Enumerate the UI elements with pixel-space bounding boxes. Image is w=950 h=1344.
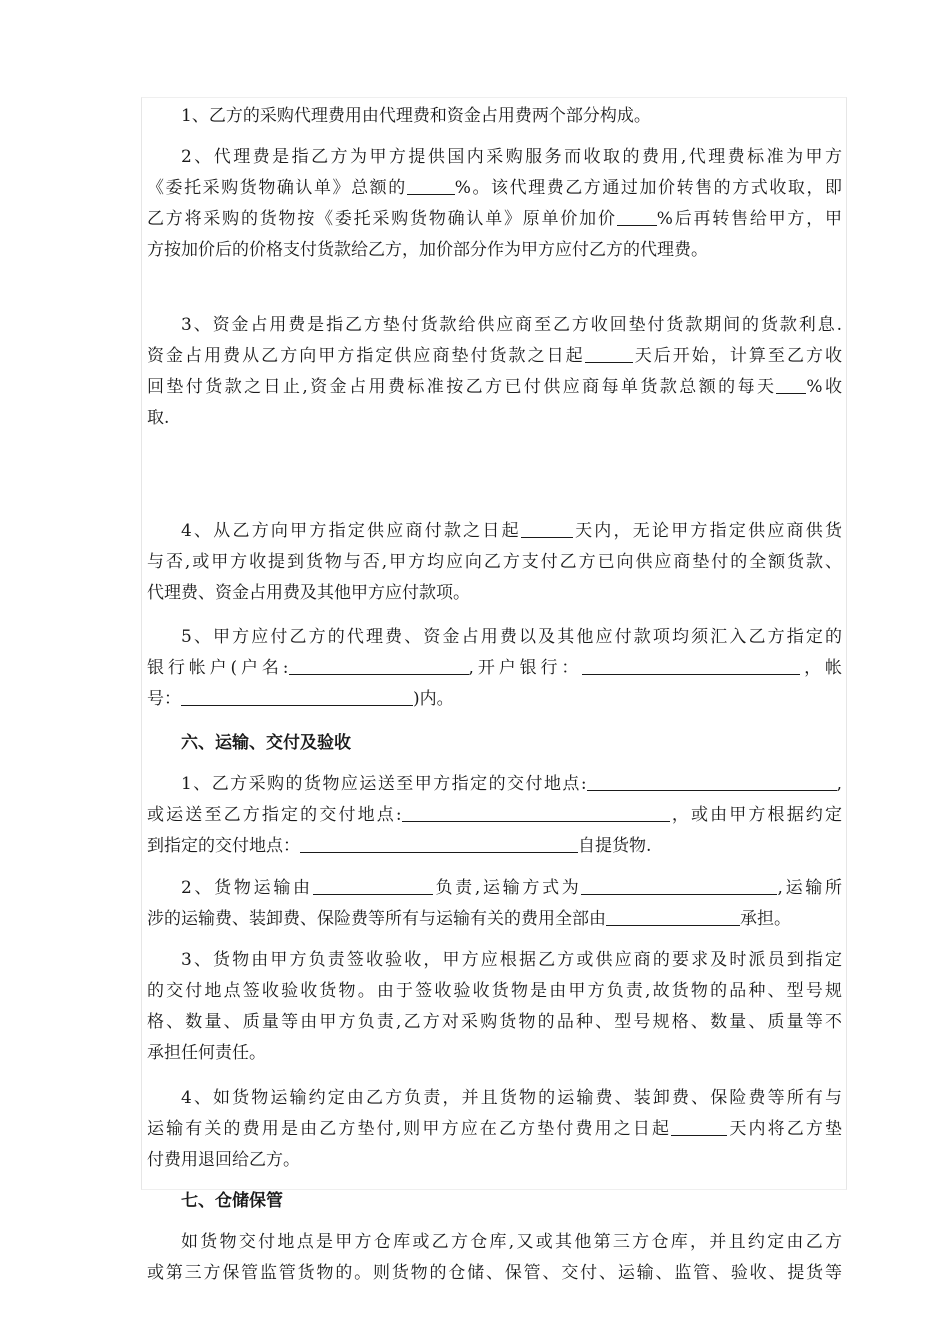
text-line (147, 1038, 842, 1069)
text-line (147, 769, 842, 800)
paragraph (147, 1227, 842, 1289)
text-line (147, 1145, 842, 1176)
text-run: ,运输所 (777, 878, 842, 898)
text-run: 涉的运输费、装卸费、保险费等所有与运输有关的费用全部由 (147, 909, 606, 929)
text-run: 天内将乙方垫 (727, 1119, 842, 1139)
text-run: 或运送至乙方指定的交付地点: (147, 805, 402, 825)
text-line (147, 653, 842, 684)
text-line (147, 310, 842, 341)
text-run: )内。 (413, 689, 454, 709)
text-run: 与否,或甲方收提到货物与否,甲方均应向乙方支付乙方已向供应商垫付的全额货款、 (147, 552, 842, 572)
fill-in-blank[interactable] (313, 876, 433, 895)
text-line (147, 372, 842, 403)
text-line (147, 1186, 842, 1217)
text-line (147, 728, 842, 759)
fill-in-blank[interactable] (581, 876, 777, 895)
fill-in-blank[interactable] (585, 344, 633, 363)
fill-in-blank[interactable] (606, 907, 740, 926)
text-line (147, 904, 842, 935)
text-run: 承担。 (740, 909, 791, 929)
text-line (147, 101, 842, 132)
paragraph (147, 310, 842, 434)
text-line (147, 235, 842, 266)
text-line (147, 873, 842, 904)
text-run: 运输有关的费用是由乙方垫付,则甲方应在乙方垫付费用之日起 (147, 1119, 672, 1139)
text-run: 5、甲方应付乙方的代理费、资金占用费以及其他应付款项均须汇入乙方指定的 (181, 627, 842, 647)
text-line (147, 976, 842, 1007)
text-run: 天后开始，计算至乙方收 (632, 346, 843, 366)
text-run: 承担任何责任。 (147, 1043, 266, 1063)
text-run: 的交付地点签收验收货物。由于签收验收货物是由甲方负责,故货物的品种、型号规 (147, 981, 842, 1001)
text-run: %收 (806, 377, 843, 397)
text-run: 乙方将采购的货物按《委托采购货物确认单》原单价加价 (147, 209, 617, 229)
fill-in-blank[interactable] (671, 1117, 727, 1136)
fill-in-blank[interactable] (402, 803, 670, 822)
fill-in-blank[interactable] (776, 375, 806, 394)
text-run: 格、数量、质量等由甲方负责,乙方对采购货物的品种、型号规格、数量、质量等不 (147, 1012, 842, 1032)
text-run: ,开户银行： (468, 658, 583, 678)
text-line (147, 341, 842, 372)
text-line (147, 800, 842, 831)
text-line (147, 578, 842, 609)
paragraph (147, 622, 842, 715)
fill-in-blank[interactable] (582, 656, 800, 675)
paragraph (147, 1083, 842, 1176)
text-line (147, 547, 842, 578)
text-run: 2、货物运输由 (181, 878, 313, 898)
paragraph (147, 142, 842, 266)
text-run: 六、运输、交付及验收 (181, 733, 351, 753)
text-line (147, 204, 842, 235)
text-run: , (836, 774, 842, 794)
text-run: 回垫付货款之日止,资金占用费标准按乙方已付供应商每单货款总额的每天 (147, 377, 777, 397)
text-run: 1、乙方的采购代理费用由代理费和资金占用费两个部分构成。 (181, 106, 651, 126)
text-run: 资金占用费从乙方向甲方指定供应商垫付货款之日起 (147, 346, 585, 366)
fill-in-blank[interactable] (407, 176, 455, 195)
fill-in-blank[interactable] (617, 207, 657, 226)
paragraph (147, 101, 842, 132)
text-line (147, 1258, 842, 1289)
text-line (147, 142, 842, 173)
text-run: 取. (147, 408, 170, 428)
section-heading (147, 1186, 842, 1217)
text-run: 代理费、资金占用费及其他甲方应付款项。 (147, 583, 470, 603)
text-line (147, 1227, 842, 1258)
text-line (147, 622, 842, 653)
text-run: 天内，无论甲方指定供应商供货 (572, 521, 842, 541)
text-run: 3、资金占用费是指乙方垫付货款给供应商至乙方收回垫付货款期间的货款利息. (181, 315, 842, 335)
text-line (147, 1114, 842, 1145)
paragraph (147, 873, 842, 935)
paragraph (147, 769, 842, 862)
text-line (147, 831, 842, 862)
text-run: 方按加价后的价格支付货款给乙方，加价部分作为甲方应付乙方的代理费。 (147, 240, 708, 260)
text-run: 4、如货物运输约定由乙方负责，并且货物的运输费、装卸费、保险费等所有与 (181, 1088, 842, 1108)
fill-in-blank[interactable] (587, 772, 837, 791)
text-run: 1、乙方采购的货物应运送至甲方指定的交付地点: (181, 774, 587, 794)
text-run: 《委托采购货物确认单》总额的 (147, 178, 407, 198)
text-line (147, 1083, 842, 1114)
text-run: 付费用退回给乙方。 (147, 1150, 300, 1170)
text-run: ，帐 (800, 658, 842, 678)
text-run: 或第三方保管监管货物的。则货物的仓储、保管、交付、运输、监管、验收、提货等 (147, 1263, 842, 1283)
text-line (147, 516, 842, 547)
fill-in-blank[interactable] (521, 519, 573, 538)
text-run: 七、仓储保管 (181, 1191, 283, 1211)
fill-in-blank[interactable] (289, 656, 469, 675)
text-run: 2、代理费是指乙方为甲方提供国内采购服务而收取的费用,代理费标准为甲方 (181, 147, 842, 167)
section-heading (147, 728, 842, 759)
text-run: 到指定的交付地点： (147, 836, 300, 856)
text-run: %。该代理费乙方通过加价转售的方式收取，即 (454, 178, 843, 198)
text-line (147, 684, 842, 715)
text-run: 自提货物. (578, 836, 652, 856)
fill-in-blank[interactable] (300, 834, 578, 853)
text-run: 如货物交付地点是甲方仓库或乙方仓库,又或其他第三方仓库，并且约定由乙方 (181, 1232, 842, 1252)
text-run: 银行帐户(户名: (147, 658, 289, 678)
paragraph (147, 516, 842, 609)
document-page (141, 97, 847, 1283)
text-run: ，或由甲方根据约定 (669, 805, 843, 825)
text-line (147, 945, 842, 976)
text-run: 负责,运输方式为 (432, 878, 582, 898)
text-line (147, 173, 842, 204)
text-line (147, 1007, 842, 1038)
text-line (147, 403, 842, 434)
text-run: 号： (147, 689, 181, 709)
fill-in-blank[interactable] (181, 687, 413, 706)
paragraph (147, 945, 842, 1069)
text-run: 3、货物由甲方负责签收验收，甲方应根据乙方或供应商的要求及时派员到指定 (181, 950, 842, 970)
text-run: 4、从乙方向甲方指定供应商付款之日起 (181, 521, 521, 541)
text-run: %后再转售给甲方，甲 (656, 209, 843, 229)
